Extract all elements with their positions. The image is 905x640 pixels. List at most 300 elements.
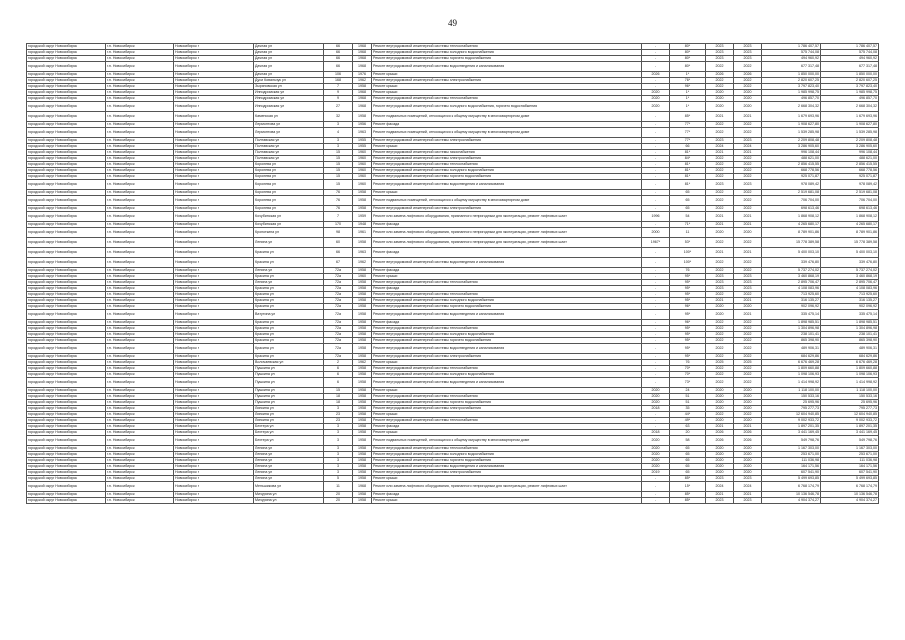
cell-work-type: Ремонт крыши xyxy=(372,90,642,96)
cell-street: Ипподромская ул xyxy=(254,96,324,102)
table-row xyxy=(27,228,879,238)
cell-cost-total: 5 737 274,02 xyxy=(762,268,821,274)
cell-street: Бехтера ул xyxy=(254,436,324,446)
cell-cost-fund: 865 398,90 xyxy=(821,338,879,344)
cell-build-year: 1958 xyxy=(353,354,372,360)
cell-wear-percent: 76* xyxy=(670,78,706,84)
cell-locality: Новосибирск г xyxy=(174,228,254,238)
cell-plan-year-end: 2025 xyxy=(734,360,762,366)
cell-wear-percent: 80* xyxy=(670,44,706,50)
page-number: 49 xyxy=(448,18,457,28)
cell-work-type: Ремонт крыши xyxy=(372,388,642,394)
cell-build-year: 1958 xyxy=(353,418,372,424)
cell-locality: Новосибирск г xyxy=(174,212,254,222)
cell-last-repair-year: - xyxy=(642,138,670,144)
cell-wear-percent: 65 xyxy=(670,190,706,196)
cell-work-type: Ремонт внутридомовой инженерной системы водоотведения и канализования xyxy=(372,378,642,388)
cell-plan-year-end: 2023 xyxy=(734,274,762,280)
cell-build-year: 1958 xyxy=(353,310,372,320)
cell-wear-percent: 1* xyxy=(670,90,706,96)
cell-locality: Новосибирск г xyxy=(174,418,254,424)
cell-cost-fund: 996 108,44 xyxy=(821,150,879,156)
cell-cost-fund: 1 098 106,93 xyxy=(821,372,879,378)
cell-plan-year-start: 2022 xyxy=(706,122,734,128)
cell-wear-percent: 35 xyxy=(670,406,706,412)
cell-wear-percent: 81* xyxy=(670,168,706,174)
cell-settlement: г.п. Новосибирск xyxy=(106,360,174,366)
cell-municipality: городской округ Новосибирск xyxy=(27,280,106,286)
cell-plan-year-end: 2022 xyxy=(734,338,762,344)
cell-locality: Новосибирск г xyxy=(174,476,254,482)
cell-settlement: г.п. Новосибирск xyxy=(106,470,174,476)
cell-build-year: 1958 xyxy=(353,372,372,378)
cell-municipality: городской округ Новосибирск xyxy=(27,394,106,400)
cell-plan-year-end: 2020 xyxy=(734,96,762,102)
cell-plan-year-end: 2022 xyxy=(734,78,762,84)
cell-street: Красина ул xyxy=(254,320,324,326)
cell-house-number: 5 xyxy=(324,476,353,482)
cell-plan-year-start: 2021 xyxy=(706,222,734,228)
cell-municipality: городской округ Новосибирск xyxy=(27,452,106,458)
cell-work-type: Ремонт внутридомовой инженерной системы электроснабжения xyxy=(372,206,642,212)
cell-wear-percent: 100* xyxy=(670,248,706,258)
cell-street: Дачная ул xyxy=(254,44,324,50)
cell-street: Волочаевская ул xyxy=(254,360,324,366)
cell-street: Ленина ул xyxy=(254,476,324,482)
cell-last-repair-year: - xyxy=(642,128,670,138)
cell-plan-year-start: 2023 xyxy=(706,280,734,286)
cell-settlement: г.п. Новосибирск xyxy=(106,44,174,50)
cell-street: Ленина ул xyxy=(254,452,324,458)
cell-street: Ленина ул xyxy=(254,280,324,286)
cell-cost-fund: 5 499 693,85 xyxy=(821,476,879,482)
cell-build-year: 1956 xyxy=(353,122,372,128)
cell-locality: Новосибирск г xyxy=(174,400,254,406)
cell-cost-fund: 3 286 905,60 xyxy=(821,144,879,150)
cell-cost-total: 10 136 546,78 xyxy=(762,492,821,498)
cell-locality: Новосибирск г xyxy=(174,388,254,394)
cell-plan-year-end: 2020 xyxy=(734,304,762,310)
cell-build-year: 1958 xyxy=(353,286,372,292)
cell-municipality: городской округ Новосибирск xyxy=(27,62,106,72)
cell-build-year: 1960 xyxy=(353,180,372,190)
cell-last-repair-year: - xyxy=(642,366,670,372)
cell-municipality: городской округ Новосибирск xyxy=(27,238,106,248)
cell-house-number: 6 xyxy=(324,366,353,372)
cell-cost-total: 795 277,73 xyxy=(762,406,821,412)
cell-plan-year-end: 2022 xyxy=(734,168,762,174)
cell-house-number: 3 xyxy=(324,144,353,150)
cell-plan-year-start: 2021 xyxy=(706,150,734,156)
cell-house-number: 72а xyxy=(324,274,353,280)
cell-municipality: городской округ Новосибирск xyxy=(27,190,106,196)
cell-settlement: г.п. Новосибирск xyxy=(106,248,174,258)
cell-wear-percent: 65 xyxy=(670,206,706,212)
cell-build-year: 1958 xyxy=(353,298,372,304)
cell-municipality: городской округ Новосибирск xyxy=(27,78,106,84)
table-row xyxy=(27,238,879,248)
cell-municipality: городской округ Новосибирск xyxy=(27,128,106,138)
cell-plan-year-start: 2022 xyxy=(706,320,734,326)
cell-street: Дачная ул xyxy=(254,50,324,56)
cell-cost-total: 335 475,14 xyxy=(762,310,821,320)
cell-cost-fund: 9 002 933,72 xyxy=(821,418,879,424)
cell-work-type: Ремонт внутридомовой инженерной системы водоотведения и канализования xyxy=(372,344,642,354)
cell-cost-fund: 150 533,16 xyxy=(821,394,879,400)
cell-last-repair-year: - xyxy=(642,320,670,326)
cell-plan-year-start: 2022 xyxy=(706,156,734,162)
cell-street: Пушкина ул xyxy=(254,400,324,406)
cell-street: Ипподромская ул xyxy=(254,102,324,112)
cell-build-year: 1958 xyxy=(353,206,372,212)
cell-house-number: 23 xyxy=(324,412,353,418)
cell-cost-fund: 5 400 003,10 xyxy=(821,248,879,258)
cell-cost-fund: 706 704,00 xyxy=(821,196,879,206)
cell-house-number: 15 xyxy=(324,162,353,168)
cell-municipality: городской округ Новосибирск xyxy=(27,436,106,446)
cell-last-repair-year: - xyxy=(642,286,670,292)
cell-work-type: Ремонт фасада xyxy=(372,268,642,274)
cell-wear-percent: 51 xyxy=(670,394,706,400)
cell-settlement: г.п. Новосибирск xyxy=(106,144,174,150)
cell-settlement: г.п. Новосибирск xyxy=(106,452,174,458)
cell-settlement: г.п. Новосибирск xyxy=(106,96,174,102)
cell-build-year: 1958 xyxy=(353,406,372,412)
cell-plan-year-start: 2022 xyxy=(706,268,734,274)
cell-cost-fund: 668 778,56 xyxy=(821,168,879,174)
cell-work-type: Ремонт внутридомовой инженерной системы электроснабжения xyxy=(372,78,642,84)
cell-locality: Новосибирск г xyxy=(174,470,254,476)
cell-last-repair-year: 1996 xyxy=(642,212,670,222)
cell-cost-total: 2 856 415,55 xyxy=(762,162,821,168)
cell-plan-year-start: 2022 xyxy=(706,292,734,298)
cell-last-repair-year: - xyxy=(642,354,670,360)
cell-last-repair-year: 2020 xyxy=(642,458,670,464)
cell-municipality: городской округ Новосибирск xyxy=(27,320,106,326)
cell-plan-year-end: 2022 xyxy=(734,62,762,72)
cell-cost-fund: 1 897 201,35 xyxy=(821,424,879,430)
cell-municipality: городской округ Новосибирск xyxy=(27,344,106,354)
cell-street: Красина ул xyxy=(254,332,324,338)
cell-wear-percent: 76 xyxy=(670,360,706,366)
cell-cost-fund: 549 798,76 xyxy=(821,436,879,446)
cell-plan-year-end: 2024 xyxy=(734,482,762,492)
cell-last-repair-year: - xyxy=(642,292,670,298)
cell-build-year: 1958 xyxy=(353,238,372,248)
cell-work-type: Ремонт внутридомовой инженерной системы электроснабжения xyxy=(372,156,642,162)
cell-locality: Новосибирск г xyxy=(174,286,254,292)
cell-house-number: 15 xyxy=(324,150,353,156)
cell-municipality: городской округ Новосибирск xyxy=(27,274,106,280)
cell-cost-fund: 4 265 680,17 xyxy=(821,222,879,228)
cell-locality: Новосибирск г xyxy=(174,436,254,446)
cell-cost-total: 238 101,41 xyxy=(762,332,821,338)
cell-cost-total: 865 398,90 xyxy=(762,338,821,344)
cell-street: Королева ул xyxy=(254,196,324,206)
cell-plan-year-start: 2023 xyxy=(706,498,734,504)
cell-plan-year-start: 2020 xyxy=(706,394,734,400)
cell-wear-percent: 80* xyxy=(670,56,706,62)
cell-last-repair-year: - xyxy=(642,418,670,424)
cell-last-repair-year: - xyxy=(642,122,670,128)
cell-work-type: Ремонт внутридомовой инженерной системы теплоснабжения xyxy=(372,44,642,50)
cell-street: Липкина ул xyxy=(254,406,324,412)
cell-house-number: 72а xyxy=(324,268,353,274)
cell-cost-total: 1 304 896,98 xyxy=(762,326,821,332)
cell-street: Бехтера ул xyxy=(254,430,324,436)
cell-work-type: Ремонт внутридомовой инженерной системы теплоснабжения xyxy=(372,326,642,332)
cell-wear-percent: 85* xyxy=(670,498,706,504)
cell-street: Мичурина ул xyxy=(254,498,324,504)
cell-build-year: 1958 xyxy=(353,430,372,436)
cell-last-repair-year: - xyxy=(642,360,670,366)
cell-locality: Новосибирск г xyxy=(174,122,254,128)
cell-street: Пушкина ул xyxy=(254,388,324,394)
cell-cost-fund: 2 519 681,08 xyxy=(821,190,879,196)
cell-plan-year-start: 2023 xyxy=(706,138,734,144)
cell-wear-percent: 65 xyxy=(670,452,706,458)
cell-municipality: городской округ Новосибирск xyxy=(27,258,106,268)
cell-cost-fund: 1 414 998,92 xyxy=(821,378,879,388)
cell-house-number: 27 xyxy=(324,102,353,112)
cell-street: Королева ул xyxy=(254,206,324,212)
cell-settlement: г.п. Новосибирск xyxy=(106,196,174,206)
cell-cost-fund: 5 737 274,02 xyxy=(821,268,879,274)
cell-work-type: Ремонт внутридомовой инженерной системы теплоснабжения xyxy=(372,394,642,400)
cell-plan-year-end: 2022 xyxy=(734,122,762,128)
cell-locality: Новосибирск г xyxy=(174,274,254,280)
cell-plan-year-end: 2020 xyxy=(734,446,762,452)
cell-house-number: 98 xyxy=(324,228,353,238)
cell-build-year: 1958 xyxy=(353,424,372,430)
table-row xyxy=(27,436,879,446)
cell-cost-total: 1 786 407,57 xyxy=(762,44,821,50)
cell-plan-year-end: 2020 xyxy=(734,228,762,238)
cell-wear-percent: 51 xyxy=(670,400,706,406)
cell-street: Полтавская ул xyxy=(254,138,324,144)
cell-cost-total: 15 778 389,58 xyxy=(762,238,821,248)
cell-municipality: городской округ Новосибирск xyxy=(27,268,106,274)
cell-plan-year-start: 2020 xyxy=(706,464,734,470)
cell-cost-fund: 575 744,08 xyxy=(821,50,879,56)
cell-last-repair-year: - xyxy=(642,476,670,482)
cell-locality: Новосибирск г xyxy=(174,372,254,378)
cell-wear-percent: 71* xyxy=(670,222,706,228)
cell-cost-fund: 10 136 546,78 xyxy=(821,492,879,498)
cell-last-repair-year: - xyxy=(642,412,670,418)
cell-work-type: Ремонт фасада xyxy=(372,122,642,128)
cell-work-type: Ремонт крыши xyxy=(372,412,642,418)
cell-cost-fund: 335 475,14 xyxy=(821,310,879,320)
cell-street: Лермонтова ул xyxy=(254,122,324,128)
cell-work-type: Ремонт внутридомовой инженерной системы электроснабжения xyxy=(372,138,642,144)
cell-settlement: г.п. Новосибирск xyxy=(106,286,174,292)
cell-locality: Новосибирск г xyxy=(174,162,254,168)
cell-cost-total: 684 629,86 xyxy=(762,354,821,360)
cell-locality: Новосибирск г xyxy=(174,138,254,144)
cell-municipality: городской округ Новосибирск xyxy=(27,354,106,360)
cell-street: Лермонтова ул xyxy=(254,128,324,138)
cell-plan-year-end: 2021 xyxy=(734,298,762,304)
cell-plan-year-start: 2020 xyxy=(706,388,734,394)
cell-municipality: городской округ Новосибирск xyxy=(27,222,106,228)
cell-cost-fund: 1 985 998,75 xyxy=(821,90,879,96)
cell-last-repair-year: - xyxy=(642,498,670,504)
cell-municipality: городской округ Новосибирск xyxy=(27,144,106,150)
cell-house-number: 3 xyxy=(324,470,353,476)
cell-work-type: Ремонт или замена лифтового оборудования, признанного непригодным для эксплуатации, ремонт лифтовых шахт xyxy=(372,238,642,248)
cell-last-repair-year: - xyxy=(642,274,670,280)
capital-repair-table xyxy=(26,43,879,504)
cell-municipality: городской округ Новосибирск xyxy=(27,412,106,418)
cell-cost-total: 253 671,00 xyxy=(762,452,821,458)
cell-street: Ленина ул xyxy=(254,458,324,464)
cell-cost-fund: 316 135,27 xyxy=(821,298,879,304)
cell-wear-percent: 96* xyxy=(670,304,706,310)
cell-street: Ленина ул xyxy=(254,238,324,248)
cell-house-number: 15 xyxy=(324,156,353,162)
cell-wear-percent: 95* xyxy=(670,292,706,298)
cell-build-year: 1961 xyxy=(353,228,372,238)
cell-municipality: городской округ Новосибирск xyxy=(27,138,106,144)
cell-cost-fund: 902 096,92 xyxy=(821,304,879,310)
cell-locality: Новосибирск г xyxy=(174,298,254,304)
cell-build-year: 1958 xyxy=(353,452,372,458)
cell-locality: Новосибирск г xyxy=(174,190,254,196)
cell-street: Ленина ул xyxy=(254,446,324,452)
cell-plan-year-end: 2022 xyxy=(734,258,762,268)
cell-settlement: г.п. Новосибирск xyxy=(106,310,174,320)
cell-plan-year-start: 2026 xyxy=(706,72,734,78)
cell-plan-year-end: 2022 xyxy=(734,206,762,212)
cell-plan-year-end: 2020 xyxy=(734,394,762,400)
cell-cost-fund: 494 960,92 xyxy=(821,56,879,62)
cell-municipality: городской округ Новосибирск xyxy=(27,196,106,206)
cell-house-number: 23 xyxy=(324,418,353,424)
cell-last-repair-year: - xyxy=(642,150,670,156)
cell-build-year: 1955 xyxy=(353,144,372,150)
table-row xyxy=(27,112,879,122)
cell-house-number: 72а xyxy=(324,326,353,332)
cell-cost-fund: 4 904 374,27 xyxy=(821,498,879,504)
cell-locality: Новосибирск г xyxy=(174,90,254,96)
cell-plan-year-end: 2020 xyxy=(734,406,762,412)
cell-plan-year-start: 2020 xyxy=(706,418,734,424)
cell-street: Красина ул xyxy=(254,304,324,310)
cell-cost-total: 2 209 808,48 xyxy=(762,138,821,144)
cell-settlement: г.п. Новосибирск xyxy=(106,228,174,238)
cell-work-type: Ремонт фасада xyxy=(372,492,642,498)
cell-street: Полтавская ул xyxy=(254,150,324,156)
cell-cost-fund: 698 613,46 xyxy=(821,206,879,212)
cell-plan-year-end: 2021 xyxy=(734,310,762,320)
cell-build-year: 1958 xyxy=(353,446,372,452)
cell-build-year: 1958 xyxy=(353,280,372,286)
cell-cost-total: 607 541,90 xyxy=(762,470,821,476)
cell-settlement: г.п. Новосибирск xyxy=(106,372,174,378)
cell-last-repair-year: - xyxy=(642,168,670,174)
cell-settlement: г.п. Новосибирск xyxy=(106,174,174,180)
cell-cost-total: 549 798,76 xyxy=(762,436,821,446)
cell-cost-fund: 12 604 940,85 xyxy=(821,412,879,418)
cell-settlement: г.п. Новосибирск xyxy=(106,84,174,90)
cell-wear-percent: 11 xyxy=(670,228,706,238)
cell-cost-fund: 2 895 706,47 xyxy=(821,280,879,286)
cell-locality: Новосибирск г xyxy=(174,72,254,78)
cell-locality: Новосибирск г xyxy=(174,452,254,458)
cell-plan-year-start: 2022 xyxy=(706,196,734,206)
cell-work-type: Ремонт внутридомовой инженерной системы горячего водоснабжения xyxy=(372,458,642,464)
cell-street: Королева ул xyxy=(254,180,324,190)
cell-settlement: г.п. Новосибирск xyxy=(106,354,174,360)
cell-house-number: 3 xyxy=(324,436,353,446)
cell-work-type: Ремонт внутридомовой инженерной системы электроснабжения xyxy=(372,470,642,476)
cell-street: Липкина ул xyxy=(254,418,324,424)
cell-cost-fund: 3 797 823,40 xyxy=(821,84,879,90)
cell-wear-percent: 85* xyxy=(670,476,706,482)
cell-cost-fund: 1 850 000,00 xyxy=(821,72,879,78)
cell-plan-year-end: 2022 xyxy=(734,128,762,138)
cell-cost-total: 706 704,00 xyxy=(762,196,821,206)
cell-wear-percent: 1* xyxy=(670,72,706,78)
cell-last-repair-year: - xyxy=(642,180,670,190)
cell-municipality: городской округ Новосибирск xyxy=(27,476,106,482)
cell-plan-year-start: 2022 xyxy=(706,128,734,138)
cell-plan-year-start: 2023 xyxy=(706,50,734,56)
cell-locality: Новосибирск г xyxy=(174,430,254,436)
cell-street: Дачная ул xyxy=(254,56,324,62)
cell-last-repair-year: - xyxy=(642,222,670,228)
cell-cost-fund: 978 089,42 xyxy=(821,180,879,190)
cell-street: Пушкина ул xyxy=(254,378,324,388)
cell-municipality: городской округ Новосибирск xyxy=(27,498,106,504)
cell-last-repair-year: - xyxy=(642,196,670,206)
cell-plan-year-end: 2021 xyxy=(734,112,762,122)
cell-build-year: 1963 xyxy=(353,248,372,258)
cell-last-repair-year: 2020 xyxy=(642,400,670,406)
cell-street: Липкина ул xyxy=(254,412,324,418)
cell-cost-total: 25 695,96 xyxy=(762,400,821,406)
cell-cost-total: 6 768 174,79 xyxy=(762,482,821,492)
cell-cost-total: 1 898 985,51 xyxy=(762,320,821,326)
cell-wear-percent: 77* xyxy=(670,128,706,138)
table-row xyxy=(27,344,879,354)
cell-street: Дачная ул xyxy=(254,72,324,78)
cell-locality: Новосибирск г xyxy=(174,354,254,360)
table-row xyxy=(27,62,879,72)
cell-cost-total: 668 778,56 xyxy=(762,168,821,174)
cell-plan-year-start: 2022 xyxy=(706,174,734,180)
cell-cost-total: 1 897 201,35 xyxy=(762,424,821,430)
cell-settlement: г.п. Новосибирск xyxy=(106,446,174,452)
cell-cost-total: 1 098 106,93 xyxy=(762,372,821,378)
cell-work-type: Ремонт крыши xyxy=(372,274,642,280)
cell-wear-percent: 95* xyxy=(670,354,706,360)
cell-build-year: 1958 xyxy=(353,196,372,206)
cell-house-number: 66 xyxy=(324,44,353,50)
cell-settlement: г.п. Новосибирск xyxy=(106,458,174,464)
cell-wear-percent: 65 xyxy=(670,464,706,470)
cell-plan-year-start: 2022 xyxy=(706,78,734,84)
cell-house-number: 72а xyxy=(324,354,353,360)
cell-cost-fund: 3 460 868,19 xyxy=(821,274,879,280)
cell-street: Мичурина ул xyxy=(254,492,324,498)
cell-plan-year-start: 2020 xyxy=(706,458,734,464)
cell-cost-total: 111 036,98 xyxy=(762,458,821,464)
cell-municipality: городской округ Новосибирск xyxy=(27,228,106,238)
cell-locality: Новосибирск г xyxy=(174,338,254,344)
cell-cost-fund: 1 898 985,51 xyxy=(821,320,879,326)
